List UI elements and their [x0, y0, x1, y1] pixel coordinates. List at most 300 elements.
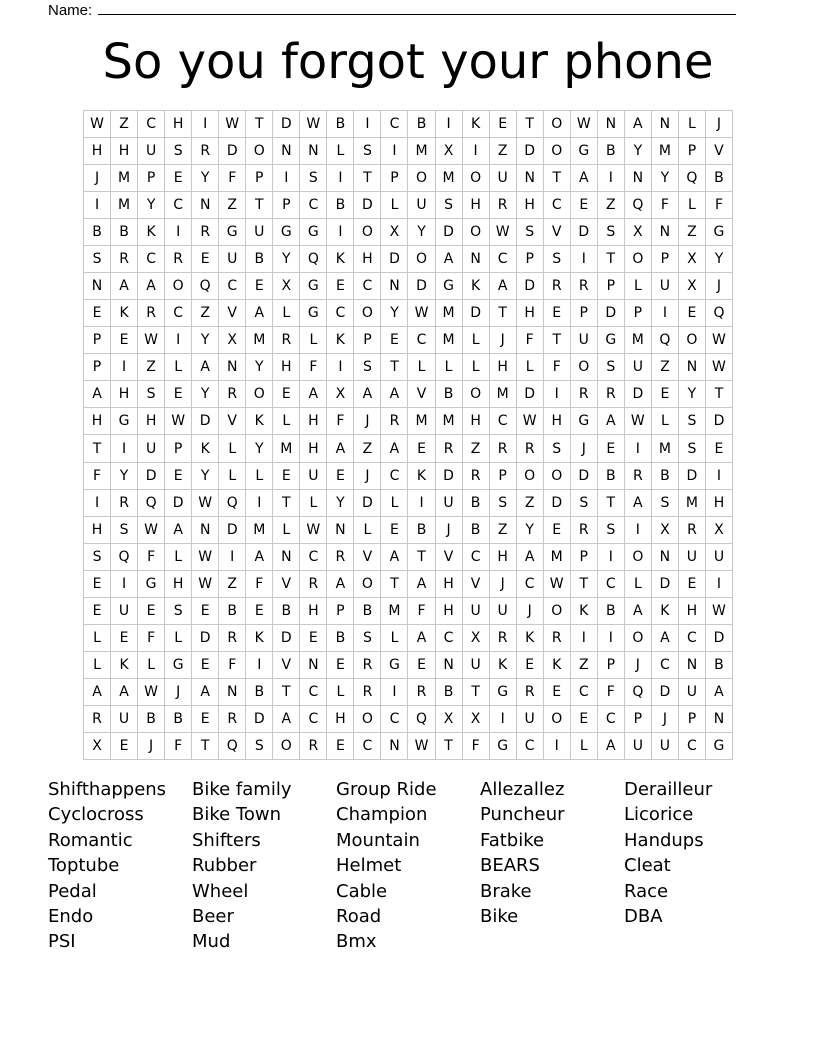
grid-cell: C — [463, 544, 490, 571]
grid-cell: A — [327, 571, 354, 598]
word-list-item: Brake — [480, 880, 532, 902]
grid-cell: Y — [625, 138, 652, 165]
grid-cell: U — [679, 679, 706, 706]
grid-cell: Y — [192, 381, 219, 408]
grid-cell: C — [598, 706, 625, 733]
grid-cell: G — [598, 327, 625, 354]
grid-cell: E — [327, 652, 354, 679]
grid-cell: I — [192, 111, 219, 138]
grid-cell: V — [706, 138, 733, 165]
grid-cell: S — [598, 517, 625, 544]
grid-cell: M — [436, 300, 463, 327]
grid-cell: M — [381, 598, 408, 625]
grid-cell: R — [571, 517, 598, 544]
grid-cell: E — [598, 435, 625, 462]
grid-cell: I — [408, 490, 435, 517]
word-list-item: Licorice — [624, 804, 694, 826]
grid-cell: F — [517, 327, 544, 354]
word-list-item: Beer — [192, 906, 234, 927]
grid-cell: U — [246, 219, 273, 246]
grid-cell: M — [408, 408, 435, 435]
grid-cell: C — [679, 733, 706, 760]
grid-cell: K — [327, 327, 354, 354]
grid-cell: I — [84, 490, 111, 517]
grid-cell: Y — [246, 435, 273, 462]
grid-cell: Y — [273, 246, 300, 273]
grid-cell: F — [165, 733, 192, 760]
grid-cell: D — [652, 679, 679, 706]
grid-cell: O — [544, 598, 571, 625]
word-list-item: Cyclocross — [48, 804, 144, 826]
grid-cell: L — [165, 544, 192, 571]
grid-cell: N — [381, 733, 408, 760]
grid-cell: R — [219, 381, 246, 408]
word-list-item: Puncheur — [480, 804, 565, 826]
grid-cell: Z — [571, 652, 598, 679]
grid-cell: S — [544, 246, 571, 273]
grid-cell: R — [490, 625, 517, 652]
grid-cell: D — [273, 625, 300, 652]
grid-cell: C — [327, 300, 354, 327]
grid-cell: W — [408, 733, 435, 760]
grid-cell: B — [165, 706, 192, 733]
grid-cell: F — [138, 625, 165, 652]
grid-cell: N — [517, 165, 544, 192]
grid-cell: F — [84, 463, 111, 490]
word-list-item: BEARS — [480, 855, 540, 877]
grid-cell: C — [300, 706, 327, 733]
grid-cell: Y — [246, 354, 273, 381]
grid-cell: R — [138, 300, 165, 327]
grid-cell: E — [327, 733, 354, 760]
grid-cell: R — [192, 219, 219, 246]
grid-cell: O — [246, 138, 273, 165]
grid-cell: R — [354, 679, 381, 706]
grid-cell: R — [111, 490, 138, 517]
grid-cell: E — [652, 381, 679, 408]
grid-cell: J — [517, 598, 544, 625]
grid-cell: P — [273, 192, 300, 219]
grid-cell: Z — [517, 490, 544, 517]
grid-cell: T — [84, 435, 111, 462]
grid-cell: H — [111, 138, 138, 165]
grid-cell: K — [652, 598, 679, 625]
grid-cell: C — [679, 625, 706, 652]
grid-cell: I — [598, 625, 625, 652]
grid-cell: L — [219, 463, 246, 490]
grid-cell: H — [300, 435, 327, 462]
grid-cell: B — [246, 246, 273, 273]
grid-cell: X — [381, 219, 408, 246]
grid-cell: U — [300, 463, 327, 490]
grid-cell: S — [138, 381, 165, 408]
word-list-item: Shifthappens — [48, 779, 167, 800]
grid-cell: P — [138, 165, 165, 192]
grid-cell: V — [219, 300, 246, 327]
grid-cell: M — [436, 408, 463, 435]
grid-cell: I — [111, 354, 138, 381]
grid-cell: W — [192, 571, 219, 598]
grid-cell: S — [165, 138, 192, 165]
grid-cell: Z — [111, 111, 138, 138]
grid-cell: D — [571, 219, 598, 246]
grid-cell: A — [381, 544, 408, 571]
grid-cell: H — [490, 544, 517, 571]
grid-cell: L — [327, 679, 354, 706]
grid-cell: I — [625, 435, 652, 462]
grid-cell: E — [165, 165, 192, 192]
grid-cell: H — [436, 598, 463, 625]
grid-cell: O — [463, 165, 490, 192]
grid-cell: O — [354, 706, 381, 733]
grid-cell: E — [544, 679, 571, 706]
grid-cell: D — [138, 463, 165, 490]
grid-cell: K — [111, 300, 138, 327]
grid-cell: H — [679, 598, 706, 625]
grid-cell: U — [652, 273, 679, 300]
grid-cell: G — [381, 652, 408, 679]
grid-cell: O — [679, 327, 706, 354]
grid-cell: I — [490, 706, 517, 733]
grid-cell: I — [463, 138, 490, 165]
grid-cell: E — [706, 435, 733, 462]
grid-cell: P — [517, 246, 544, 273]
grid-cell: W — [706, 354, 733, 381]
grid-cell: G — [219, 219, 246, 246]
grid-cell: R — [327, 544, 354, 571]
grid-cell: A — [706, 679, 733, 706]
grid-cell: S — [490, 490, 517, 517]
grid-cell: O — [354, 219, 381, 246]
grid-cell: I — [111, 435, 138, 462]
grid-cell: A — [598, 733, 625, 760]
grid-cell: S — [111, 517, 138, 544]
grid-cell: D — [381, 246, 408, 273]
grid-cell: R — [463, 463, 490, 490]
word-list-item: Pedal — [48, 880, 97, 902]
grid-cell: J — [165, 679, 192, 706]
grid-cell: E — [273, 381, 300, 408]
grid-cell: E — [679, 571, 706, 598]
grid-cell: E — [246, 273, 273, 300]
page-title: So you forgot your phone — [102, 34, 714, 90]
grid-cell: O — [544, 138, 571, 165]
grid-cell: X — [84, 733, 111, 760]
grid-cell: D — [598, 300, 625, 327]
grid-cell: E — [165, 463, 192, 490]
grid-cell: L — [273, 408, 300, 435]
grid-cell: F — [408, 598, 435, 625]
grid-cell: W — [300, 517, 327, 544]
grid-cell: U — [408, 192, 435, 219]
grid-cell: C — [138, 111, 165, 138]
grid-cell: X — [706, 517, 733, 544]
grid-cell: K — [111, 652, 138, 679]
grid-cell: R — [436, 435, 463, 462]
grid-cell: N — [679, 354, 706, 381]
grid-cell: I — [625, 517, 652, 544]
word-list-item: Fatbike — [480, 829, 545, 851]
grid-cell: M — [652, 138, 679, 165]
grid-cell: N — [300, 652, 327, 679]
grid-cell: M — [652, 435, 679, 462]
grid-cell: I — [598, 165, 625, 192]
grid-cell: O — [625, 544, 652, 571]
grid-cell: C — [517, 571, 544, 598]
grid-cell: L — [408, 354, 435, 381]
grid-cell: L — [517, 354, 544, 381]
grid-cell: Z — [192, 300, 219, 327]
grid-cell: W — [300, 111, 327, 138]
grid-cell: O — [408, 246, 435, 273]
word-list-item: Cleat — [624, 855, 671, 877]
word-list-item: Mud — [192, 931, 231, 953]
grid-cell: I — [571, 246, 598, 273]
grid-cell: D — [354, 490, 381, 517]
grid-cell: G — [165, 652, 192, 679]
grid-cell: M — [625, 327, 652, 354]
grid-cell: X — [436, 706, 463, 733]
grid-cell: O — [625, 246, 652, 273]
grid-cell: Q — [625, 192, 652, 219]
grid-cell: K — [408, 463, 435, 490]
grid-cell: X — [219, 327, 246, 354]
grid-cell: U — [138, 435, 165, 462]
word-list-item: Derailleur — [624, 779, 713, 800]
grid-cell: L — [381, 490, 408, 517]
grid-cell: Z — [490, 517, 517, 544]
grid-cell: Q — [652, 327, 679, 354]
word-search-grid — [83, 110, 733, 760]
grid-cell: X — [463, 706, 490, 733]
grid-cell: D — [436, 219, 463, 246]
grid-cell: C — [571, 679, 598, 706]
word-list-item: DBA — [624, 906, 663, 927]
grid-cell: I — [246, 490, 273, 517]
word-list-item: PSI — [48, 931, 76, 953]
grid-cell: T — [408, 544, 435, 571]
grid-cell: R — [84, 706, 111, 733]
grid-cell: T — [490, 300, 517, 327]
word-list-item: Bike family — [192, 779, 292, 800]
grid-cell: A — [625, 490, 652, 517]
grid-cell: H — [138, 408, 165, 435]
grid-cell: D — [517, 381, 544, 408]
grid-cell: C — [165, 192, 192, 219]
grid-cell: E — [84, 300, 111, 327]
grid-cell: O — [463, 381, 490, 408]
grid-cell: M — [436, 327, 463, 354]
grid-cell: H — [300, 408, 327, 435]
grid-cell: C — [165, 300, 192, 327]
grid-cell: O — [544, 111, 571, 138]
grid-cell: M — [436, 165, 463, 192]
grid-cell: W — [138, 517, 165, 544]
grid-cell: D — [354, 192, 381, 219]
grid-cell: A — [652, 625, 679, 652]
grid-cell: Q — [219, 490, 246, 517]
grid-cell: O — [165, 273, 192, 300]
grid-cell: O — [544, 706, 571, 733]
grid-cell: A — [300, 381, 327, 408]
grid-cell: E — [111, 327, 138, 354]
grid-cell: L — [679, 111, 706, 138]
grid-cell: Z — [598, 192, 625, 219]
grid-cell: A — [381, 381, 408, 408]
grid-cell: O — [463, 219, 490, 246]
grid-cell: P — [598, 652, 625, 679]
grid-cell: O — [246, 381, 273, 408]
grid-cell: O — [517, 463, 544, 490]
grid-cell: D — [517, 273, 544, 300]
grid-cell: Z — [679, 219, 706, 246]
word-list-item: Bike Town — [192, 804, 282, 826]
word-list-item: Allezallez — [480, 779, 565, 800]
grid-cell: L — [679, 192, 706, 219]
grid-cell: U — [517, 706, 544, 733]
grid-cell: K — [246, 625, 273, 652]
grid-cell: N — [652, 111, 679, 138]
grid-cell: R — [192, 138, 219, 165]
grid-cell: U — [219, 246, 246, 273]
grid-cell: F — [652, 192, 679, 219]
grid-cell: H — [463, 408, 490, 435]
grid-cell: I — [84, 192, 111, 219]
grid-cell: R — [111, 246, 138, 273]
grid-cell: X — [679, 273, 706, 300]
grid-cell: J — [652, 706, 679, 733]
grid-cell: G — [138, 571, 165, 598]
grid-cell: Y — [517, 517, 544, 544]
grid-cell: W — [706, 598, 733, 625]
grid-cell: J — [354, 408, 381, 435]
grid-cell: W — [165, 408, 192, 435]
grid-cell: P — [571, 300, 598, 327]
grid-cell: M — [273, 435, 300, 462]
grid-cell: Z — [138, 354, 165, 381]
grid-cell: D — [436, 463, 463, 490]
grid-cell: X — [625, 219, 652, 246]
word-list-item: Shifters — [192, 829, 261, 851]
grid-cell: U — [138, 138, 165, 165]
grid-cell: D — [192, 625, 219, 652]
grid-cell: P — [246, 165, 273, 192]
grid-cell: J — [490, 327, 517, 354]
grid-cell: R — [490, 192, 517, 219]
grid-cell: H — [84, 138, 111, 165]
grid-cell: F — [219, 165, 246, 192]
grid-cell: H — [84, 408, 111, 435]
grid-cell: N — [652, 544, 679, 571]
grid-cell: E — [84, 571, 111, 598]
grid-cell: E — [165, 381, 192, 408]
grid-cell: H — [273, 354, 300, 381]
grid-cell: G — [571, 408, 598, 435]
grid-cell: B — [327, 625, 354, 652]
grid-cell: L — [273, 517, 300, 544]
grid-cell: K — [517, 625, 544, 652]
grid-cell: E — [544, 517, 571, 544]
grid-cell: A — [517, 544, 544, 571]
grid-cell: O — [571, 354, 598, 381]
grid-cell: M — [246, 517, 273, 544]
grid-cell: B — [706, 165, 733, 192]
grid-cell: H — [544, 408, 571, 435]
grid-cell: J — [84, 165, 111, 192]
grid-cell: T — [571, 571, 598, 598]
grid-cell: S — [354, 138, 381, 165]
grid-cell: E — [517, 652, 544, 679]
grid-cell: A — [84, 679, 111, 706]
grid-cell: N — [300, 138, 327, 165]
grid-cell: O — [354, 571, 381, 598]
grid-cell: P — [165, 435, 192, 462]
grid-cell: J — [138, 733, 165, 760]
grid-cell: U — [463, 598, 490, 625]
grid-cell: A — [246, 300, 273, 327]
grid-cell: C — [381, 111, 408, 138]
grid-cell: B — [436, 381, 463, 408]
grid-cell: A — [436, 246, 463, 273]
grid-cell: D — [706, 625, 733, 652]
grid-cell: A — [273, 706, 300, 733]
grid-cell: Q — [138, 490, 165, 517]
word-list-item: Group Ride — [336, 779, 437, 800]
grid-cell: Q — [408, 706, 435, 733]
grid-cell: I — [544, 733, 571, 760]
grid-cell: Z — [219, 192, 246, 219]
grid-cell: T — [246, 192, 273, 219]
grid-cell: T — [706, 381, 733, 408]
grid-cell: G — [706, 733, 733, 760]
grid-cell: W — [192, 490, 219, 517]
grid-cell: I — [381, 679, 408, 706]
grid-cell: C — [381, 463, 408, 490]
grid-cell: L — [165, 625, 192, 652]
grid-cell: L — [84, 625, 111, 652]
grid-cell: C — [490, 246, 517, 273]
grid-cell: V — [463, 571, 490, 598]
name-field — [48, 0, 736, 20]
grid-cell: Z — [490, 138, 517, 165]
grid-cell: H — [300, 598, 327, 625]
grid-cell: N — [706, 706, 733, 733]
grid-cell: S — [571, 490, 598, 517]
grid-cell: V — [273, 571, 300, 598]
grid-cell: I — [273, 165, 300, 192]
grid-cell: W — [490, 219, 517, 246]
grid-cell: U — [625, 733, 652, 760]
word-list-item: Helmet — [336, 855, 402, 877]
grid-cell: R — [381, 408, 408, 435]
grid-cell: V — [544, 219, 571, 246]
word-list-item: Mountain — [336, 829, 420, 851]
grid-cell: R — [408, 679, 435, 706]
grid-cell: D — [571, 463, 598, 490]
grid-cell: P — [598, 273, 625, 300]
grid-cell: R — [544, 625, 571, 652]
grid-cell: T — [463, 679, 490, 706]
grid-cell: Y — [408, 219, 435, 246]
grid-cell: F — [327, 408, 354, 435]
grid-cell: Y — [192, 327, 219, 354]
grid-cell: H — [517, 192, 544, 219]
grid-cell: V — [273, 652, 300, 679]
grid-cell: L — [354, 517, 381, 544]
word-list-item: Toptube — [48, 855, 120, 877]
grid-cell: X — [327, 381, 354, 408]
word-list-item: Cable — [336, 880, 388, 902]
